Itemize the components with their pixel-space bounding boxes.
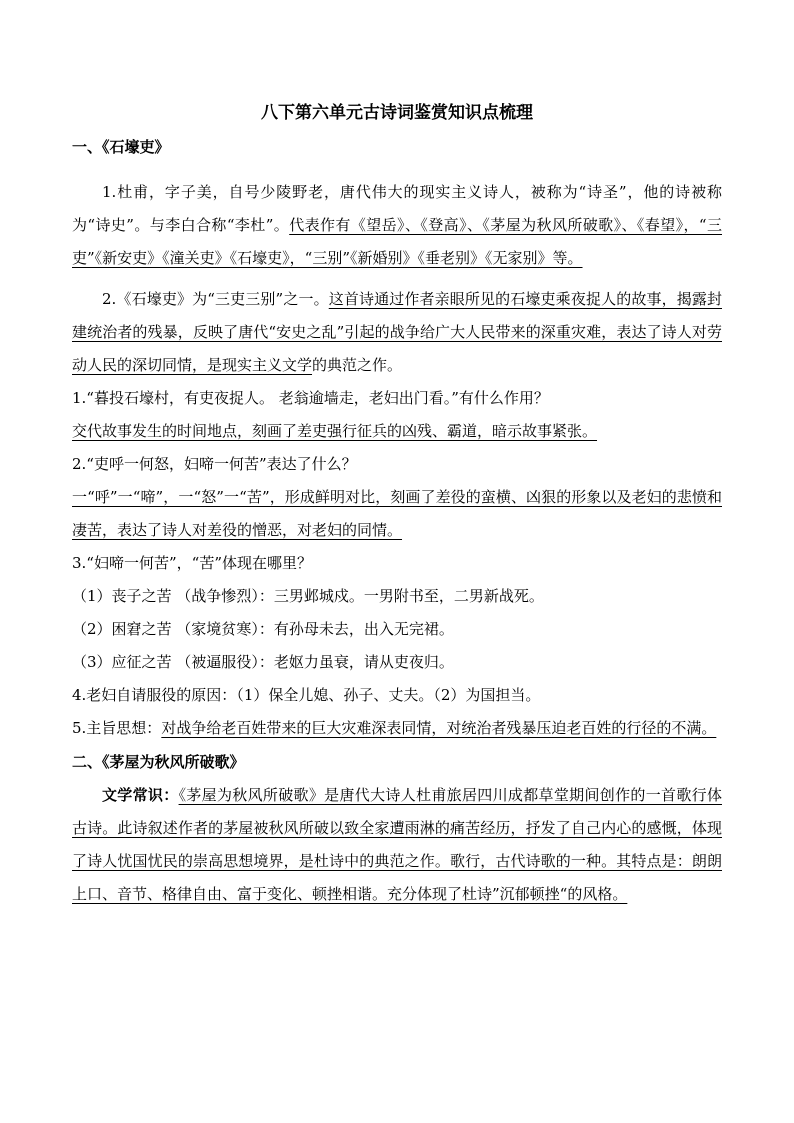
section-heading-shihaoli: 一、《石壕吏》 <box>72 138 170 156</box>
question-1: 1.“暮投石壕村，有吏夜捉人。 老翁逾墙走，老妇出门看。”有什么作用？ <box>72 389 549 407</box>
question-4: 4.老妇自请服役的原因：（1）保全儿媳、孙子、丈夫。（2）为国担当。 <box>72 686 541 704</box>
literary-knowledge-text: 《茅屋为秋风所破歌》是唐代大诗人杜甫旅居四川成都草堂期间创作的一首歌行体古诗。此诗叙述作者的茅屋被秋风所破以致全家遭雨淋的痛苦经历，抒发了自己内心的感慨，体现了诗人忧国忧民的崇高思想境界，是杜诗中的典范之作。歌行，古代诗歌的一种。其特点是：朗朗上口、音节、格律自由、富于变化、顿挫相谐。充分体现了杜诗”沉郁顿挫“的风格。 <box>72 786 722 903</box>
question-2: 2.“吏呼一何怒，妇啼一何苦”表达了什么？ <box>72 455 357 473</box>
dufu-works-text: 代表作有《望岳》、《登高》、《茅屋为秋风所破歌》、《春望》，“三吏”《新安吏》《潼关吏》《石壕吏》，“三别”《新婚别》《垂老别》《无家别》等。 <box>72 216 722 267</box>
answer-3-item-2: （2）困窘之苦 （家境贫寒）：有孙母未去，出入无完裙。 <box>72 620 454 638</box>
poem-category-text: 2.《石壕吏》为“三吏三别”之一。 <box>102 290 329 308</box>
poem-theme-text: 这首诗通过作者亲眼所见的石壕吏乘夜捉人的故事，揭露封建统治者的残暴，反映了唐代“安史之乱”引起的战争给广大人民带来的深重灾难，表达了诗人对劳动人民的深切同情， <box>72 290 722 374</box>
literary-knowledge-label: 文学常识： <box>102 786 179 804</box>
paragraph-dufu-intro <box>72 176 722 275</box>
answer-3-item-3: （3）应征之苦 （被逼服役）：老妪力虽衰，请从吏夜归。 <box>72 653 454 671</box>
theme-statement <box>72 712 722 745</box>
section-heading-maowu: 二、《茅屋为秋风所破歌》 <box>72 753 245 771</box>
answer-2: 一“呼”一“啼”，一“怒”一“苦”，形成鲜明对比，刻画了差役的蛮横、凶狠的形象以及老妇的悲愤和凄苦，表达了诗人对差役的憎恶，对老妇的同情。 <box>72 488 722 539</box>
theme-text: 对战争给老百姓带来的巨大灾难深表同情，对统治者残暴压迫老百姓的行径的不满。 <box>161 719 717 737</box>
answer-1: 交代故事发生的时间地点，刻画了差吏强行征兵的凶残、霸道，暗示故事紧张。 <box>72 422 598 440</box>
poem-genre-text: 是现实主义文学 <box>207 356 313 374</box>
theme-label: 5.主旨思想： <box>72 719 162 737</box>
answer-3-item-1: （1）丧子之苦 （战争惨烈）：三男邺城戍。一男附书至，二男新战死。 <box>72 587 544 605</box>
dufu-bio-text: 1.杜甫，字子美，自号少陵野老，唐代伟大的现实主义诗人，被称为“诗圣”，他的诗被称为“诗史”。与李白合称“李杜”。 <box>72 183 722 234</box>
paragraph-poem-summary <box>72 283 722 382</box>
poem-closing-text: 的典范之作。 <box>312 356 403 374</box>
question-3: 3.“妇啼一何苦”，“苦”体现在哪里？ <box>72 554 312 572</box>
paragraph-literary-knowledge <box>72 779 722 911</box>
page-title: 八下第六单元古诗词鉴赏知识点梳理 <box>261 103 533 123</box>
